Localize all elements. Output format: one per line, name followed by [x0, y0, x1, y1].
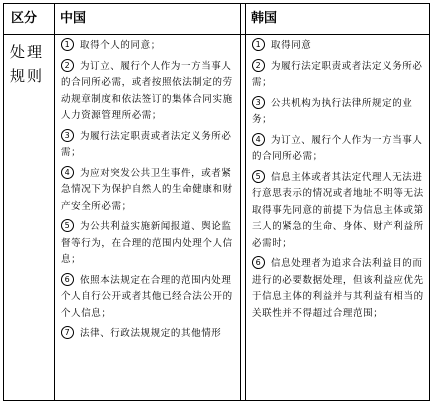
- circled-number: 1: [252, 38, 265, 51]
- list-item: 6 信息处理者为追求合法利益目的而进行的必要数据处理，但该利益应优先于信息主体的利益并与其利益有相当的关联性并不得超过合理范围；: [252, 258, 424, 319]
- list-item: 3 为履行法定职责或者法定义务所必需；: [61, 130, 232, 158]
- list-item: 5 信息主体或者其法定代理人无法进行意思表示的情况或者地址不明等无法取得事先同意的前提下为信息主体或第三人的紧急的生命、身体、财产利益所必需时；: [252, 171, 424, 249]
- circled-number: 3: [252, 96, 265, 109]
- list-item: 2 为履行法定职责或者法定义务所必需；: [252, 60, 423, 88]
- column-divider: [245, 4, 246, 400]
- korea-column: [252, 38, 424, 326]
- list-item: 6 依照本法规定在合理的范围内处理个人自行公开或者其他已经合法公开的个人信息；: [61, 274, 233, 319]
- list-item: 7 法律、行政法规规定的其他情形: [61, 326, 235, 343]
- circled-number: 6: [252, 256, 265, 269]
- circled-number: 2: [252, 59, 265, 72]
- circled-number: 5: [61, 219, 74, 232]
- circled-number: 5: [252, 170, 265, 183]
- header-china: 中国: [60, 11, 87, 26]
- list-item: 3 公共机构为执行法律所规定的业务；: [252, 97, 413, 125]
- list-item: 4 为订立、履行个人作为一方当事人的合同所必需；: [252, 134, 423, 162]
- list-item: 1 取得同意: [252, 38, 424, 55]
- header-divider: [4, 34, 429, 35]
- list-item: 4 为应对突发公共卫生事件，或者紧急情况下为保护自然人的生命健康和财产安全所必需；: [61, 167, 233, 212]
- circled-number: 6: [61, 273, 74, 286]
- header-category: 区分: [11, 11, 38, 26]
- circled-number: 4: [61, 166, 74, 179]
- circled-number: 2: [61, 59, 74, 72]
- china-column: [61, 38, 235, 347]
- column-divider: [240, 4, 241, 400]
- row-category: 处理规则: [10, 43, 45, 85]
- circled-number: 3: [61, 129, 74, 142]
- circled-number: 4: [252, 133, 265, 146]
- circled-number: 7: [61, 326, 74, 339]
- header-korea: 韩国: [251, 11, 278, 26]
- list-item: 1 取得个人的同意；: [61, 38, 235, 55]
- comparison-table: [3, 3, 430, 401]
- circled-number: 1: [61, 38, 74, 51]
- list-item: 5 为公共利益实施新闻报道、舆论监督等行为，在合理的范围内处理个人信息；: [61, 221, 233, 265]
- column-divider: [54, 4, 55, 400]
- list-item: 2 为订立、履行个人作为一方当事人的合同所必需，或者按照依法制定的劳动规章制度和依法签订的集体合同实施人力资源管理所必需；: [61, 60, 233, 121]
